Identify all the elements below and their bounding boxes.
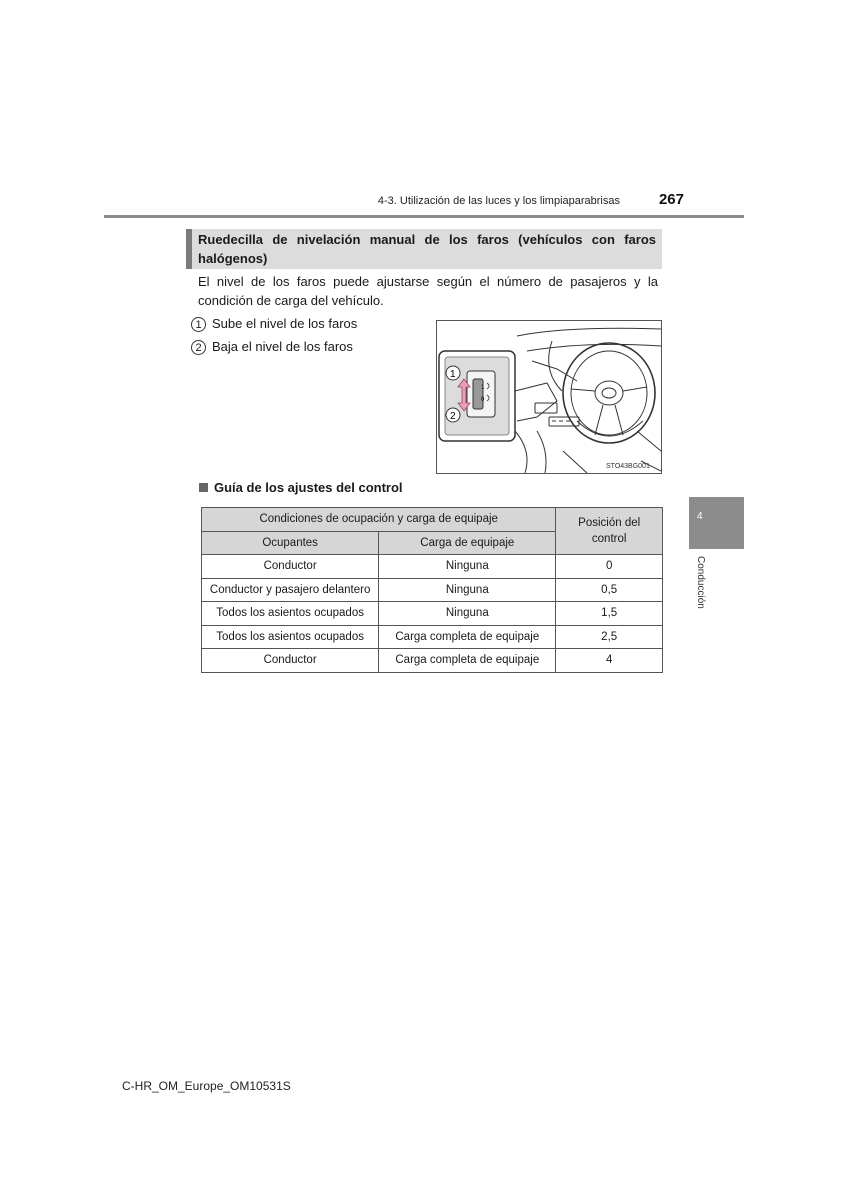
cell-load: Ninguna [379, 578, 556, 602]
table-header-position [556, 508, 663, 555]
cell-load: Carga completa de equipaje [379, 649, 556, 673]
table-header-occupants: Ocupantes [202, 531, 379, 555]
cell-load: Carga completa de equipaje [379, 625, 556, 649]
control-settings-table [201, 507, 663, 673]
guide-heading [199, 480, 403, 495]
dashboard-drawing [437, 321, 661, 473]
headlight-leveling-illustration [436, 320, 662, 474]
section-heading-bar [186, 229, 192, 269]
table-row [202, 578, 663, 602]
chapter-tab-number: 4 [697, 511, 703, 522]
cell-position: 1,5 [556, 602, 663, 626]
cell-occupants: Todos los asientos ocupados [202, 625, 379, 649]
callout-1: 1 [450, 369, 456, 380]
callout-2: 2 [450, 411, 456, 422]
table-row [202, 555, 663, 579]
chapter-tab [689, 497, 744, 549]
guide-title: Guía de los ajustes del control [214, 480, 403, 495]
page-number: 267 [658, 191, 684, 208]
bullet-square-icon [199, 483, 208, 492]
list-item [191, 315, 357, 333]
table-row [202, 625, 663, 649]
section-title: Ruedecilla de nivelación manual de los faros (vehículos con faros halógenos) [198, 232, 656, 266]
cell-load: Ninguna [379, 602, 556, 626]
chapter-tab-label-wrap [690, 556, 712, 626]
intro-paragraph: El nivel de los faros puede ajustarse según el número de pasajeros y la condición de carga del vehículo. [198, 274, 658, 308]
table-header-load: Carga de equipaje [379, 531, 556, 555]
cell-occupants: Conductor [202, 649, 379, 673]
dial-top-mark: 1 [481, 385, 485, 391]
list-item [191, 338, 353, 356]
cell-position: 2,5 [556, 625, 663, 649]
cell-position: 4 [556, 649, 663, 673]
item-number: 1 [191, 317, 206, 332]
item-number: 2 [191, 340, 206, 355]
table-row [202, 602, 663, 626]
table-header-position-text: Posición del control [578, 517, 641, 545]
running-header: 4-3. Utilización de las luces y los limpiaparabrisas [377, 195, 620, 207]
cell-occupants: Conductor [202, 555, 379, 579]
figure-code: STO43BG001 [606, 463, 650, 470]
item-text: Baja el nivel de los faros [212, 339, 353, 354]
table-row [202, 649, 663, 673]
table-header-group: Condiciones de ocupación y carga de equipaje [202, 508, 556, 532]
cell-occupants: Todos los asientos ocupados [202, 602, 379, 626]
dial-mid-mark: 0 [481, 397, 485, 403]
item-text: Sube el nivel de los faros [212, 316, 358, 331]
cell-load: Ninguna [379, 555, 556, 579]
chapter-tab-label: Conducción [695, 556, 706, 609]
cell-occupants: Conductor y pasajero delantero [202, 578, 379, 602]
cell-position: 0,5 [556, 578, 663, 602]
document-code: C-HR_OM_Europe_OM10531S [122, 1079, 291, 1093]
cell-position: 0 [556, 555, 663, 579]
header-rule [104, 215, 744, 218]
